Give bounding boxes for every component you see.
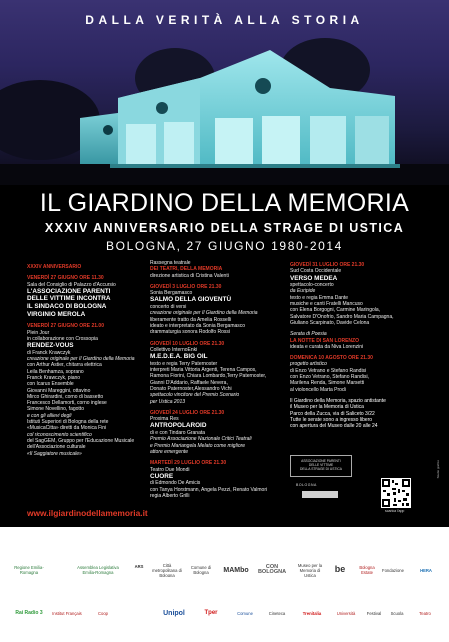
event-date: VENERDÌ 27 GIUGNO ORE 21.00: [27, 323, 104, 330]
event-line: Gianni D'Addario, Raffaele Nevera,: [150, 379, 228, 386]
event-line: drammaturgia sonora Rodolfo Rossi: [150, 329, 231, 336]
event-line: musiche e canti Fratelli Mancuso: [290, 301, 363, 308]
museum-building-illustration: [0, 0, 449, 185]
event-line: «MusicaCitta» diretti da Monica Fini: [27, 425, 107, 432]
sponsor-logo: Trenitalia: [302, 610, 322, 616]
sponsor-logo: Museo per la Memoria di Ustica: [297, 562, 323, 578]
sponsor-logo: Comune: [237, 610, 253, 616]
sponsor-logo: Bologna Estate: [359, 565, 375, 575]
event-line: Marilena Renda, Simone Marsetti: [290, 380, 365, 387]
event-line: testo e regia Emma Dante: [290, 294, 349, 301]
event-title: DELLE VITTIME INCONTRA: [27, 295, 111, 303]
qr-caption: scarica l'app: [385, 509, 405, 513]
association-city: BOLOGNA: [296, 483, 317, 487]
event-line: con Arthur Astier, chitarra elettrica: [27, 362, 102, 369]
event-line: Francesco Dellamorti, corno inglese: [27, 400, 107, 407]
event-title: M.E.D.E.A. BIG OIL: [150, 353, 208, 361]
venue-info: Il Giardino della Memoria, spazio antistante: [290, 397, 386, 404]
vertical-credit: Studio grafico: [436, 460, 440, 479]
qr-code[interactable]: [381, 478, 411, 508]
festival-direction: direzione artistica di Cristina Valenti: [150, 272, 229, 279]
event-line: Ramona Fiorini, Chiara Lombardo,Terry Paternoster,: [150, 373, 267, 380]
program-column-3: [290, 262, 394, 429]
festival-label: Rassegna teatrale: [150, 260, 191, 266]
sponsor-logo: ARS: [134, 563, 144, 569]
event-title: ANTROPOLAROID: [150, 422, 207, 430]
sponsor-logos: [0, 527, 449, 642]
event-line: con Elena Borgogni, Carmine Maringola,: [290, 307, 381, 314]
event-line: regia Alberto Grilli: [150, 492, 190, 499]
sponsor-logo: CON BOLOGNA: [257, 564, 287, 575]
section-heading: XXXIV ANNIVERSARIO: [27, 264, 82, 270]
dateline: BOLOGNA, 27 GIUGNO 1980-2014: [106, 239, 343, 253]
event-line: creazione originale per Il Giardino della Memoria: [150, 310, 258, 317]
event-line: Donato Paternoster,Alessandro Vichi: [150, 385, 232, 392]
event-title: RENDEZ-VOUS: [27, 342, 74, 350]
event-line: di Enzo Vetrano e Stefano Randisi: [290, 367, 367, 374]
sponsor-logo: Teatro: [419, 610, 431, 616]
event-line: testo e regia Terry Paternoster: [150, 360, 218, 367]
event-line: Salvatore D'Onofrio, Sandro Maria Campagna,: [290, 313, 394, 320]
event-line: Proxima Res: [150, 416, 179, 423]
event-line: Sonia Bergamasco: [150, 290, 193, 297]
event-date: GIOVEDÌ 31 LUGLIO ORE 21.30: [290, 262, 365, 268]
event-date: GIOVEDÌ 10 LUGLIO ORE 21.30: [150, 340, 225, 347]
sponsor-logo: Festival: [366, 610, 382, 616]
event-line: spettacolo-concerto: [290, 282, 334, 289]
sponsor-logo: Institut Français: [52, 610, 82, 616]
qr-code-icon: [381, 478, 411, 508]
slogan: DALLA VERITÀ ALLA STORIA: [85, 13, 364, 27]
event-line: ideato e interpretato da Sonia Bergamasco: [150, 322, 246, 329]
event-line: Serata di Poesia: [290, 331, 327, 338]
sponsor-logo: Tper: [204, 609, 218, 616]
sponsor-logo: MAMbo: [223, 566, 249, 574]
event-line: con Enzo Vetrano, Stefano Randisi,: [290, 374, 369, 381]
sponsor-logo: be: [334, 563, 346, 574]
event-title: IL SINDACO DI BOLOGNA: [27, 303, 107, 311]
event-line: spettacolo vincitore del Premio Scenario: [150, 392, 240, 399]
association-logo: [290, 455, 352, 499]
event-line: di Franck Krawczyk: [27, 349, 71, 356]
association-plate: [290, 455, 352, 477]
event-date: GIOVEDÌ 3 LUGLIO ORE 21.30: [150, 283, 222, 290]
program-column-1: [27, 264, 135, 457]
event-date: VENERDÌ 27 GIUGNO ORE 11.30: [27, 275, 104, 282]
sponsor-logo: Città metropolitana di Bologna: [152, 563, 182, 577]
event-line: col riconoscimento scientifico: [27, 431, 92, 438]
event-title: CUORE: [150, 472, 174, 480]
sponsor-logo: HERA: [420, 567, 432, 573]
event-title: VIRGINIO MEROLA: [27, 310, 86, 318]
sponsor-logo: Coop: [97, 610, 108, 616]
venue-info: il Museo per la Memoria di Ustica: [290, 404, 364, 411]
event-line: Plein Jour: [27, 329, 50, 336]
event-line: Leila Benhamza, soprano: [27, 368, 84, 375]
event-date: DOMENICA 10 AGOSTO ORE 21.30: [290, 355, 373, 362]
sponsor-logo: Assemblea Legislativa Emilia-Romagna: [77, 565, 119, 575]
event-title: L'ASSOCIAZIONE PARENTI: [27, 287, 111, 295]
association-name: DELLA STRAGE DI USTICA: [300, 467, 342, 471]
venue-info: Tutte le serate sono a ingresso libero: [290, 416, 373, 423]
event-line: Giovanni Mareggini, ottavino: [27, 387, 91, 394]
event-line: di e con Tindaro Granata: [150, 430, 206, 437]
event-line: da Euripide: [290, 288, 316, 295]
sponsor-logo: Rai Radio 3: [15, 609, 43, 616]
museum-photo: [0, 0, 449, 185]
event-line: e Premio Mariangela Melato come migliore: [150, 442, 246, 449]
event-line: «Il Saggiatore musicale»: [27, 450, 82, 457]
event-date: GIOVEDÌ 24 LUGLIO ORE 21.30: [150, 409, 225, 416]
event-line: con Icarus Ensemble: [27, 381, 74, 388]
event-line: in collaborazione con Crossopia: [27, 335, 98, 342]
event-line: attore emergente: [150, 448, 189, 455]
event-line: Simone Novellino, fagotto: [27, 406, 84, 413]
sponsor-logo: Cineteca: [268, 610, 286, 616]
event-line: creazione originale per Il Giardino della Memoria: [27, 356, 135, 363]
event-line: al violoncello Marta Prodi: [290, 386, 346, 393]
page-title: IL GIARDINO DELLA MEMORIA: [39, 189, 410, 217]
event-title: VERSO MEDEA: [290, 274, 338, 282]
sponsor-logo: Scuola: [390, 610, 404, 616]
association-name: ASSOCIAZIONE PARENTI: [301, 459, 341, 463]
festival-name: DEI TEATRI, DELLA MEMORIA: [150, 266, 223, 273]
event-line: Collettivo InternoEnki: [150, 346, 198, 353]
event-venue: Sala del Consiglio di Palazzo d'Accursio: [27, 281, 116, 288]
event-line: di Edmondo De Amicis: [150, 480, 201, 487]
website-link[interactable]: www.ilgiardinodellamemoria.it: [27, 508, 148, 518]
event-line: ideata e curata da Niva Lorenzini: [290, 343, 364, 350]
subtitle: XXXIV ANNIVERSARIO DELLA STRAGE DI USTICA: [44, 221, 405, 235]
event-date: MARTEDÌ 29 LUGLIO ORE 21.30: [150, 460, 227, 467]
event-line: Sud Costa Occidentale: [290, 268, 342, 275]
event-line: progetto artistico: [290, 361, 327, 368]
sponsor-logo: Unipol: [163, 609, 185, 617]
event-line: dell'Associazione culturale: [27, 444, 86, 451]
event-line: Premio Associazione Nazionale Critici Teatrali: [150, 436, 252, 443]
event-line: Teatro Due Mondi: [150, 466, 190, 473]
event-line: Franck Krawczyk, piano: [27, 374, 81, 381]
venue-info: Parco della Zucca, via di Saliceto 3/22: [290, 410, 375, 417]
event-line: liberamente tratto da Amelia Rosselli: [150, 316, 232, 323]
sponsor-logo: Comune di Bologna: [190, 565, 212, 575]
event-line: per Ustica 2013: [150, 398, 186, 405]
event-line: concerto di versi: [150, 304, 187, 311]
event-title: LA NOTTE DI SAN LORENZO: [290, 337, 359, 344]
event-line: Istituti Superiori di Bologna della rete: [27, 419, 109, 426]
sponsor-logo: Regione Emilia-Romagna: [14, 565, 44, 575]
event-line: del SagGEM, Gruppo per l'Educazione Musicale: [27, 437, 135, 444]
museum-logo-mark: [302, 491, 338, 498]
event-title: SALMO DELLA GIOVENTÙ: [150, 296, 232, 304]
sponsor-logo: Università: [336, 610, 356, 616]
venue-info: con apertura del Museo dalle 20 alle 24: [290, 423, 378, 430]
event-line: interpreti Maria Vittoria Argenti, Terena Campos,: [150, 367, 257, 374]
event-line: con Tanya Horstmann, Angela Pezzi, Renato Valmori: [150, 486, 268, 493]
program-column-2: [150, 260, 267, 499]
event-line: Mirco Ghirardini, corno di bassetto: [27, 393, 104, 400]
sponsor-logo: Fondazione: [382, 567, 404, 573]
association-name: DELLE VITTIME: [308, 463, 334, 467]
event-line: Giuliano Scarpinato, Davide Celona: [290, 319, 370, 326]
event-line: e con gli allievi degli: [27, 412, 72, 419]
